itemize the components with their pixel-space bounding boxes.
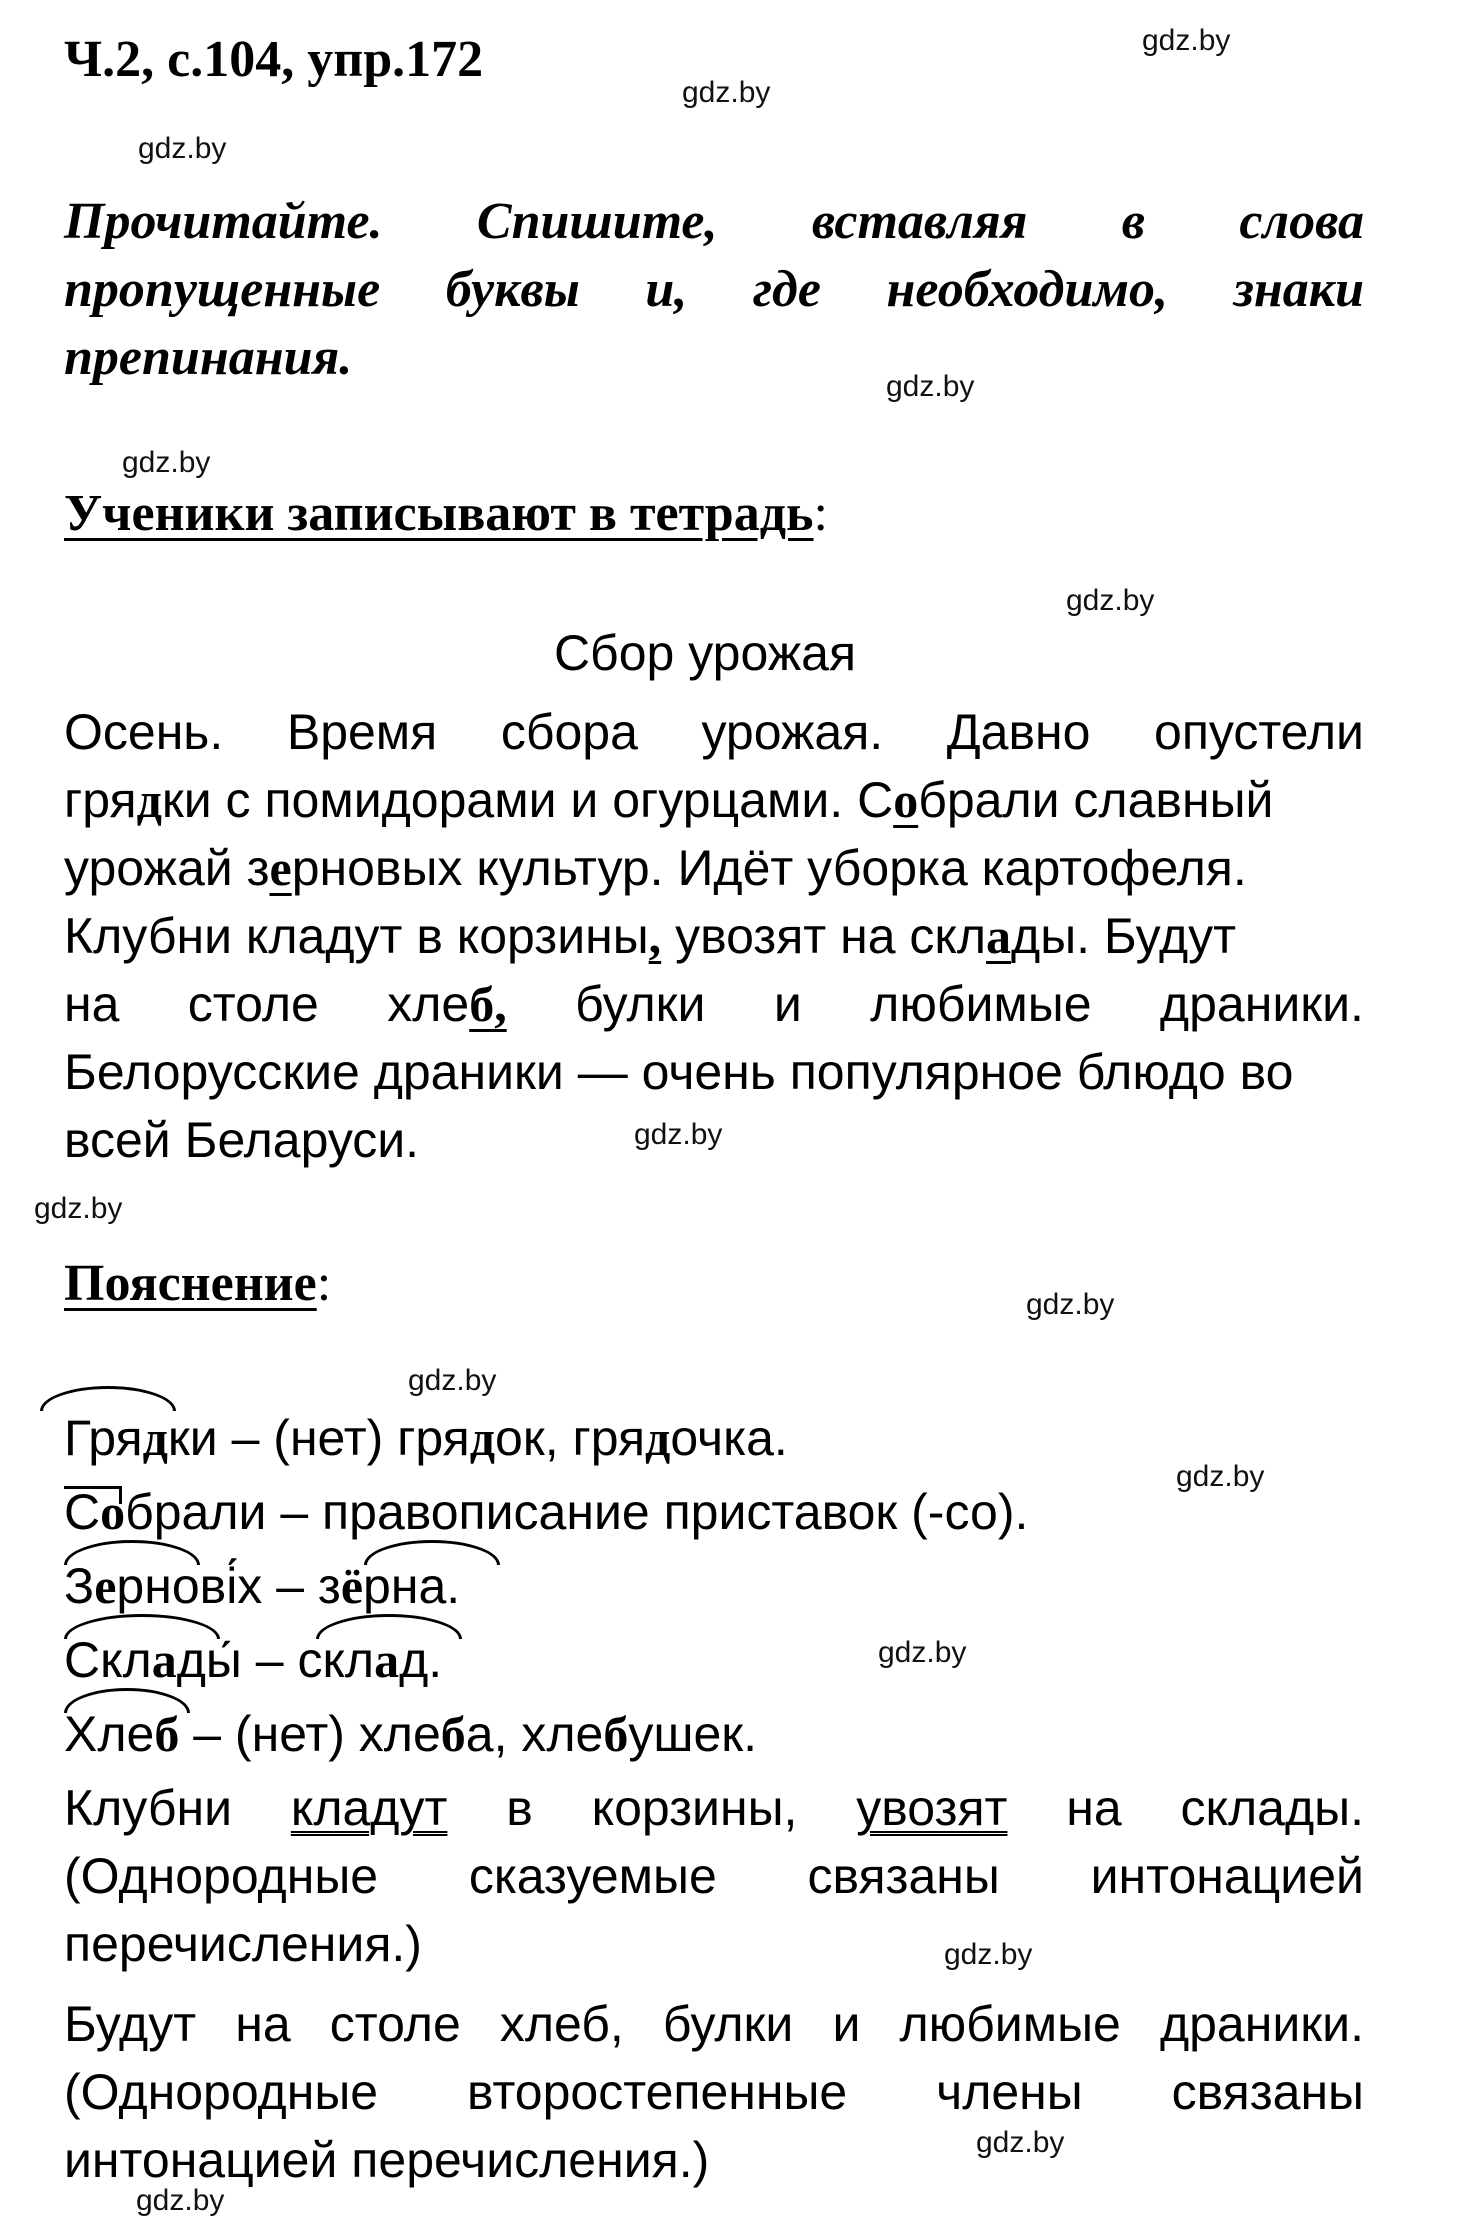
text-part: – (нет) хле <box>179 1706 441 1762</box>
text-part: рна. <box>363 1558 461 1614</box>
watermark: gdz.by <box>1176 1460 1265 1493</box>
checked-letter: ё <box>340 1558 364 1614</box>
explanation-line-3 <box>64 1552 1364 1620</box>
checked-letter: о <box>100 1484 126 1540</box>
explanation-line-7 <box>64 1842 1364 1910</box>
checked-letter: б <box>440 1706 466 1762</box>
section-label: Ученики записывают в тетрадь <box>64 485 814 542</box>
section-students-write <box>64 484 828 543</box>
word: и <box>832 1996 861 2052</box>
text-part: ок, гря <box>495 1410 646 1466</box>
predicate-word: кладут <box>290 1780 448 1836</box>
text-part: – з <box>262 1558 341 1614</box>
text-part: очка. <box>670 1410 788 1466</box>
page-title: Ч.2, с.104, упр.172 <box>64 31 484 88</box>
watermark: gdz.by <box>1066 584 1155 617</box>
word: Давно <box>946 704 1091 760</box>
word: любимые <box>899 1996 1121 2052</box>
text-part: ды. Будут <box>1011 908 1237 964</box>
watermark: gdz.by <box>1026 1288 1115 1321</box>
text-part: а, хле <box>465 1706 604 1762</box>
checked-letter: е <box>94 1558 117 1614</box>
section-explanation <box>64 1254 331 1313</box>
checked-letter: а <box>374 1632 400 1688</box>
text-part: З <box>64 1558 95 1614</box>
word: драники. <box>1159 1996 1364 2052</box>
word: интонацией <box>1090 1848 1364 1904</box>
word: Клубни <box>64 1780 233 1836</box>
word: Время <box>286 704 438 760</box>
word: сбора <box>500 704 638 760</box>
word: в <box>506 1780 533 1836</box>
watermark: gdz.by <box>1142 24 1231 57</box>
word <box>387 976 506 1032</box>
word: на <box>64 976 120 1032</box>
text-part: брали славный <box>918 772 1274 828</box>
word: столе <box>187 976 319 1032</box>
text-part: ушек. <box>628 1706 758 1762</box>
checked-letter: б <box>603 1706 629 1762</box>
text-part: ки с помидорами и огурцами. С <box>161 772 894 828</box>
text-part: Хле <box>64 1706 155 1762</box>
word: опустели <box>1154 704 1364 760</box>
text-part: рновых культур. Идёт уборка картофеля. <box>291 840 1247 896</box>
checked-letter: д <box>645 1410 671 1466</box>
watermark: gdz.by <box>136 2184 225 2217</box>
text-part: Гря <box>64 1410 143 1466</box>
inserted-comma: , <box>648 908 662 964</box>
inserted-letter: о <box>893 772 919 828</box>
word: булки <box>575 976 706 1032</box>
word: драники. <box>1159 976 1364 1032</box>
watermark: gdz.by <box>634 1118 723 1151</box>
explanation-line-5 <box>64 1700 1364 1768</box>
text-part: урожай з <box>64 840 270 896</box>
word: второстепенные <box>467 2064 848 2120</box>
watermark: gdz.by <box>944 1938 1033 1971</box>
explanation-line-10 <box>64 2058 1364 2126</box>
word: булки <box>662 1996 794 2052</box>
word: корзины, <box>591 1780 798 1836</box>
word: (Однородные <box>64 1848 379 1904</box>
colon: : <box>316 1255 332 1312</box>
text-part: – (нет) гря <box>217 1410 470 1466</box>
word: склады. <box>1180 1780 1364 1836</box>
text-line-6: Белорусские драники — очень популярное блюдо во <box>64 1044 1294 1100</box>
word: хлеб, <box>499 1996 624 2052</box>
watermark: gdz.by <box>122 446 211 479</box>
checked-letter: б <box>154 1706 180 1762</box>
text-line-2 <box>64 766 1364 834</box>
explanation-line-1 <box>64 1404 1364 1472</box>
word: на <box>235 1996 291 2052</box>
word: на <box>1066 1780 1122 1836</box>
word: (Однородные <box>64 2064 379 2120</box>
text-part: увозят на скл <box>661 908 987 964</box>
text-part: д. <box>399 1632 443 1688</box>
word: сказуемые <box>468 1848 717 1904</box>
text-part: Скл <box>64 1632 152 1688</box>
text-part: гря <box>64 772 137 828</box>
text-part: ды́ <box>176 1632 242 1688</box>
explanation-line-8: перечисления.) <box>64 1916 422 1972</box>
watermark: gdz.by <box>682 76 771 109</box>
word: столе <box>329 1996 461 2052</box>
text-line-7: всей Беларуси. <box>64 1112 420 1168</box>
word: любимые <box>870 976 1092 1032</box>
explanation-line-6 <box>64 1774 1364 1842</box>
explanation-line-9 <box>64 1990 1364 2058</box>
word: Будут <box>64 1996 197 2052</box>
checked-letter: а <box>151 1632 177 1688</box>
text-part: – <box>241 1632 298 1688</box>
checked-letter: д <box>469 1410 496 1466</box>
text-part: Клубни кладут в корзины <box>64 908 649 964</box>
checked-letter: д <box>142 1410 168 1466</box>
inserted-letter: е <box>269 840 292 896</box>
text-part: С <box>64 1484 101 1540</box>
word: и <box>773 976 802 1032</box>
text-title: Сбор урожая <box>553 625 857 681</box>
text-line-4 <box>64 902 1364 970</box>
text-part: скл <box>297 1632 375 1688</box>
watermark: gdz.by <box>878 1636 967 1669</box>
text-line-1 <box>64 698 1364 766</box>
watermark: gdz.by <box>138 132 227 165</box>
explanation-line-4 <box>64 1626 1364 1694</box>
word: урожая. <box>701 704 884 760</box>
text-part: рнові́х <box>116 1558 263 1614</box>
text-part: брали – правописание приставок (-со). <box>125 1484 1029 1540</box>
word: связаны <box>807 1848 1000 1904</box>
word: связаны <box>1171 2064 1364 2120</box>
text-part: ки <box>167 1410 218 1466</box>
text-line-3 <box>64 834 1364 902</box>
colon: : <box>813 485 828 542</box>
text-part: хле <box>387 976 470 1032</box>
word: члены <box>936 2064 1083 2120</box>
exercise-instruction: Прочитайте. Спишите, вставляя в слова пропущенные буквы и, где необходимо, знаки препинания. <box>64 193 1364 386</box>
text-line-5 <box>64 970 1364 1038</box>
inserted-letter: д <box>136 772 162 828</box>
watermark: gdz.by <box>976 2126 1065 2159</box>
inserted-letter: б, <box>469 976 507 1032</box>
explanation-line-2 <box>64 1478 1364 1546</box>
watermark: gdz.by <box>408 1364 497 1397</box>
watermark: gdz.by <box>34 1192 123 1225</box>
predicate-word: увозят <box>856 1780 1008 1836</box>
inserted-letter: а <box>986 908 1012 964</box>
explanation-line-11: интонацией перечисления.) <box>64 2132 710 2188</box>
section-label: Пояснение <box>64 1255 317 1312</box>
watermark: gdz.by <box>886 370 975 403</box>
word: Осень. <box>64 704 224 760</box>
